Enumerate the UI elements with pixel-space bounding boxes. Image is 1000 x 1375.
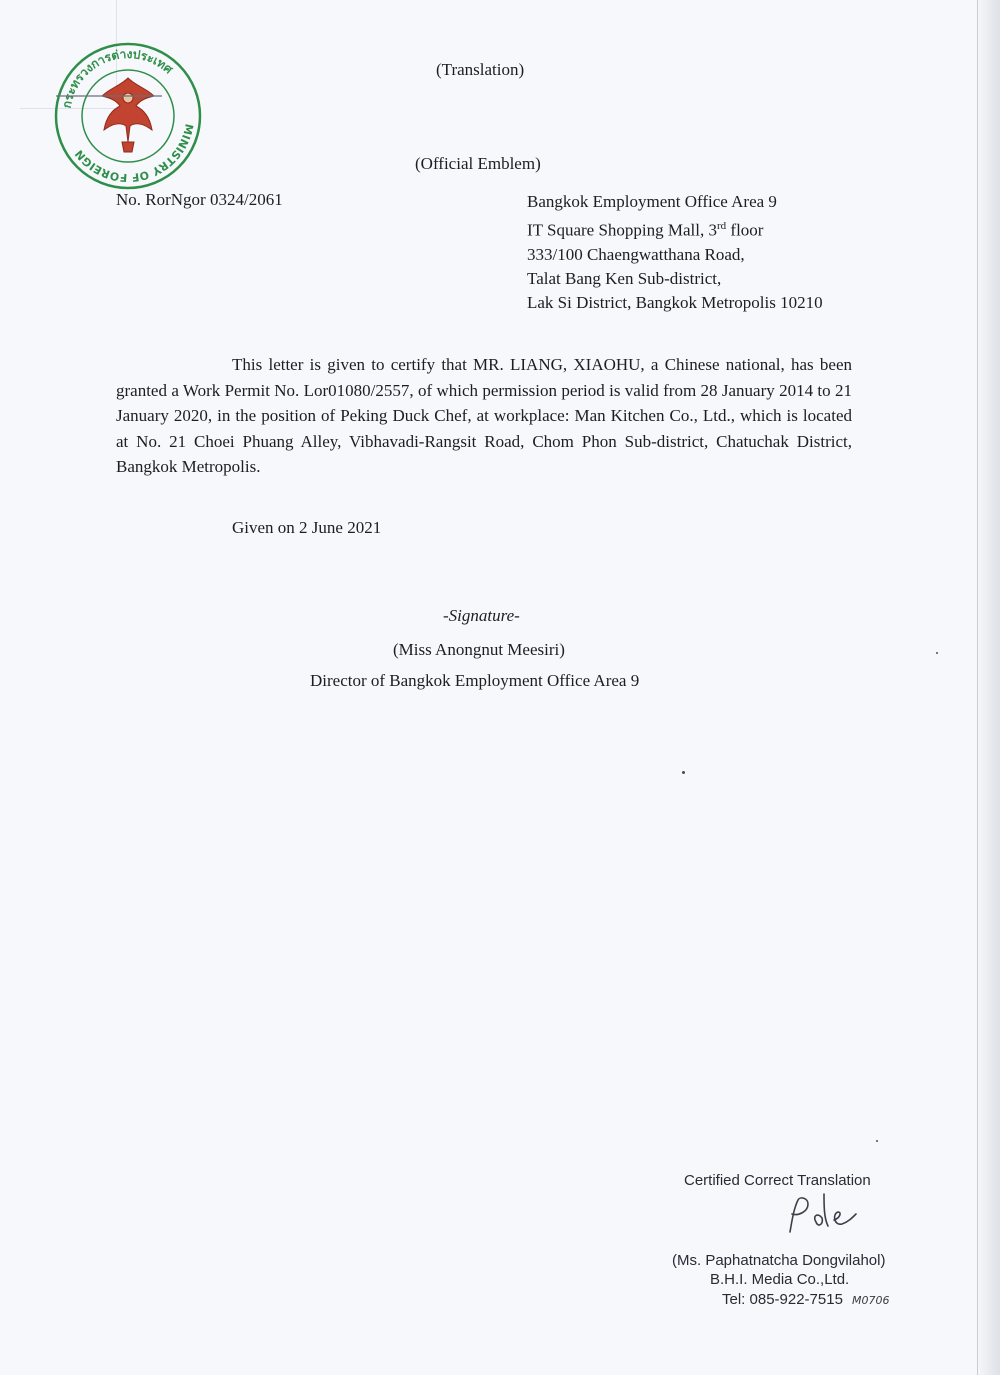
page-edge-line — [977, 0, 978, 1375]
translator-company: B.H.I. Media Co.,Ltd. — [710, 1271, 850, 1288]
address-line-3: 333/100 Chaengwatthana Road, — [527, 244, 745, 264]
handwritten-reference-code: M0706 — [852, 1294, 890, 1307]
paper-speck — [876, 1140, 878, 1142]
ministry-seal-stamp — [50, 38, 206, 194]
document-number: No. RorNgor 0324/2061 — [116, 190, 283, 209]
page-edge-shadow — [976, 0, 1000, 1375]
given-on-date: Given on 2 June 2021 — [232, 518, 382, 537]
paper-speck — [682, 771, 685, 774]
signature-placeholder: -Signature- — [443, 606, 520, 625]
translator-name: (Ms. Paphatnatcha Dongvilahol) — [672, 1252, 886, 1269]
translator-signature — [778, 1192, 864, 1242]
address-line-1: Bangkok Employment Office Area 9 — [527, 192, 777, 211]
office-address-block — [527, 190, 823, 315]
translator-phone: Tel: 085-922-7515 — [722, 1291, 843, 1308]
certification-paragraph: This letter is given to certify that MR. LIANG, XIAOHU, a Chinese national, has been granted a Work Permit No. Lor01080/2557, of which permission period is valid from 28 January 2014 to 21 January 2020, in the position of Peking Duck Chef, at workplace: Man Kitchen Co., Ltd., which is located at No. 21 Choei Phuang Alley, Vibhavadi-Rangsit Road, Chom Phon Sub-district, Chatuchak District, Bangkok Metropolis. — [116, 355, 852, 477]
certified-translation-heading: Certified Correct Translation — [684, 1172, 871, 1189]
address-line-5: Lak Si District, Bangkok Metropolis 10210 — [527, 292, 823, 312]
paper-speck — [936, 652, 938, 654]
garuda-emblem-icon — [102, 78, 154, 152]
seal-ring-text: กระทรวงการต่างประเทศ — [59, 46, 176, 110]
address-line-2-suffix: floor — [726, 220, 764, 240]
seal-ring-text-english: MINISTRY OF FOREIGN — [72, 122, 196, 185]
address-line-2-text: IT Square Shopping Mall, 3 — [527, 220, 717, 240]
address-line-2 — [527, 214, 823, 243]
signatory-name: (Miss Anongnut Meesiri) — [393, 640, 565, 659]
address-line-2-ordinal: rd — [716, 220, 727, 232]
signatory-title: Director of Bangkok Employment Office Area 9 — [310, 671, 640, 690]
translation-label: (Translation) — [436, 60, 525, 79]
address-line-4: Talat Bang Ken Sub-district, — [527, 268, 722, 288]
official-emblem-label: (Official Emblem) — [415, 154, 541, 173]
